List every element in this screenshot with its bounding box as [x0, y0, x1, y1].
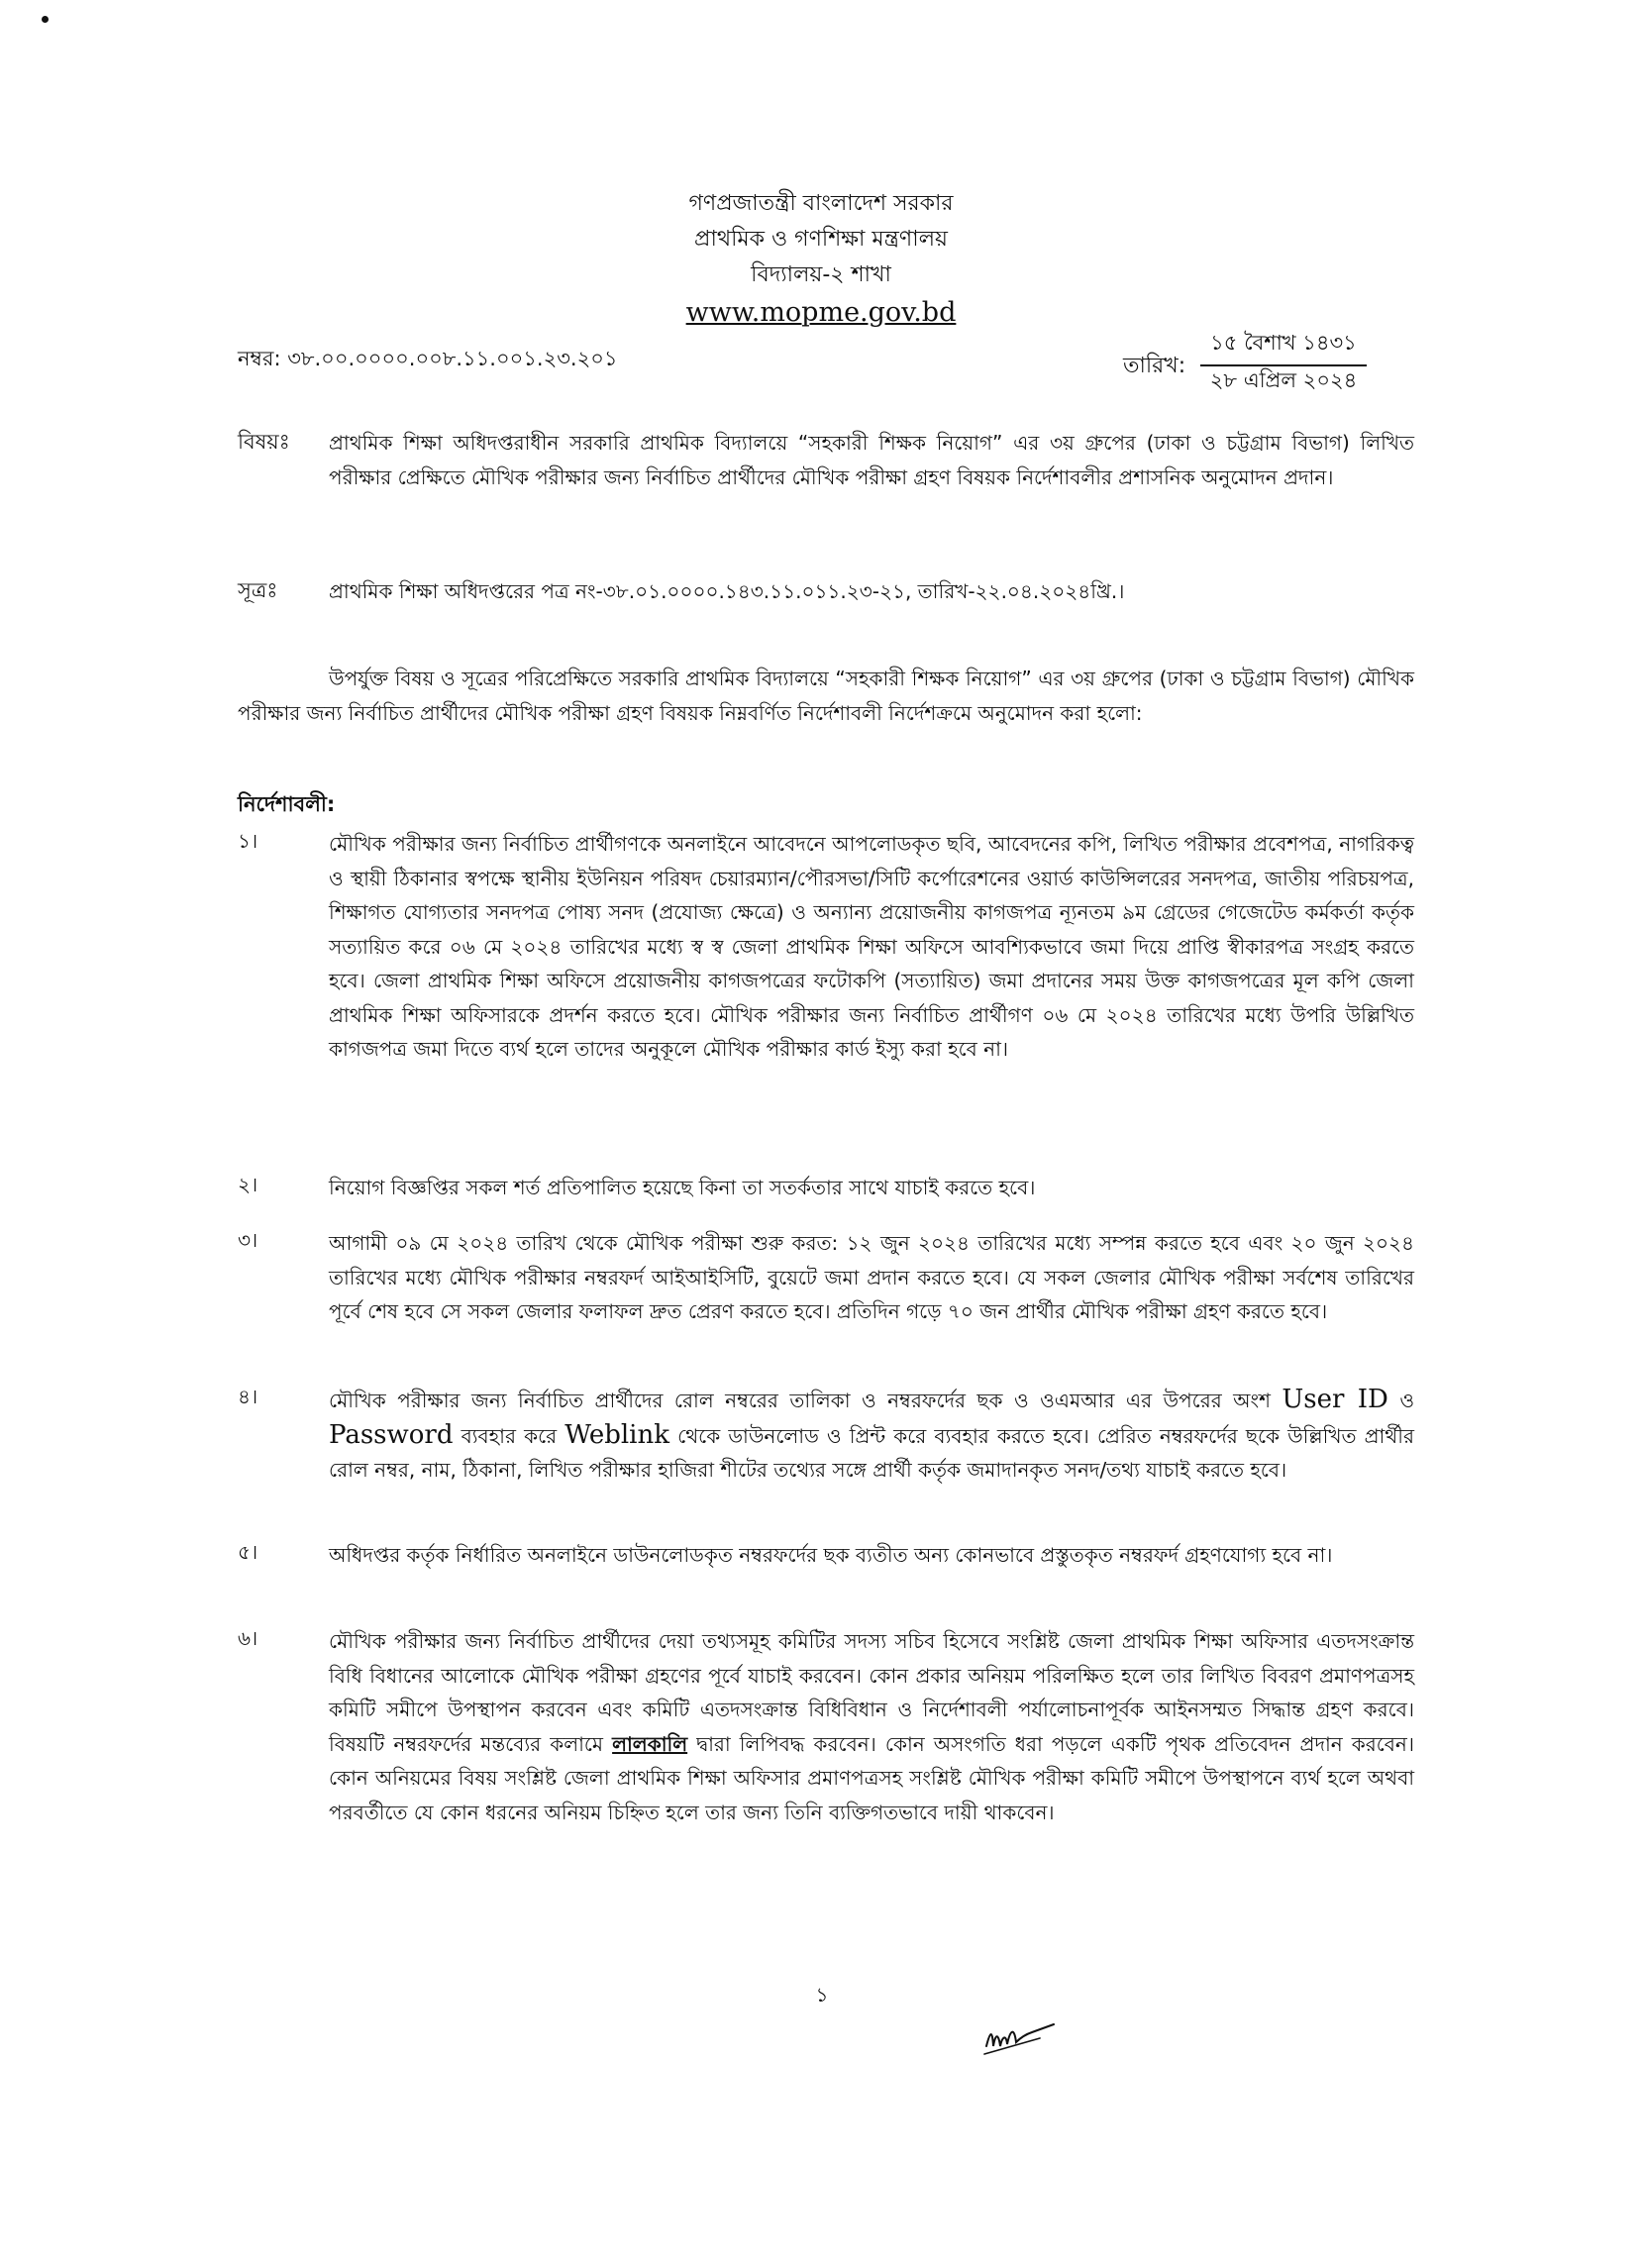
item-number: ৪। [238, 1385, 258, 1408]
date-block [1123, 327, 1367, 396]
page-number: ১ [815, 1983, 829, 2007]
subject-row [238, 426, 1414, 494]
date-label: তারিখ: [1123, 354, 1186, 378]
reference-label: সূত্রঃ [238, 578, 278, 602]
item-text: অধিদপ্তর কর্তৃক নির্ধারিত অনলাইনে ডাউনলোডকৃত নম্বরফর্দের ছক ব্যতীত অন্য কোনভাবে প্রস্তুতকৃত নম্বরফর্দ গ্রহণযোগ্য হবে না। [329, 1543, 1333, 1567]
instruction-item-6 [238, 1624, 1414, 1829]
item-text-part: ও [1399, 1389, 1415, 1412]
ministry-name: প্রাথমিক ও গণশিক্ষা মন্ত্রণালয় [694, 227, 948, 252]
item-text-part: থেকে ডাউনলোড ও প্রিন্ট করে ব্যবহার করতে হবে। প্রেরিত নম্বরফর্দের ছকে উল্লিখিত প্রার্থীর রোল নম্বর, নাম, ঠিকানা, লিখিত পরীক্ষার হাজিরা শীটের তথ্যের সঙ্গে প্রার্থী কর্তৃক জমাদানকৃত সনদ/তথ্য যাচাই করতে হবে। [329, 1423, 1414, 1482]
instruction-item-2 [238, 1171, 1414, 1205]
item-text: আগামী ০৯ মে ২০২৪ তারিখ থেকে মৌখিক পরীক্ষা শুরু করত: ১২ জুন ২০২৪ তারিখের মধ্যে সম্পন্ন করতে হবে এবং ২০ জুন ২০২৪ তারিখের মধ্যে মৌখিক পরীক্ষার নম্বরফর্দ আইআইসিটি, বুয়েটে জমা প্রদান করতে হবে। যে সকল জেলার মৌখিক পরীক্ষা সর্বশেষ তারিখের পূর্বে শেষ হবে সে সকল জেলার ফলাফল দ্রুত প্রেরণ করতে হবে। প্রতিদিন গড়ে ৭০ জন প্রার্থীর মৌখিক পরীক্ষা গ্রহণ করতে হবে। [329, 1231, 1414, 1323]
instruction-item-4 [238, 1383, 1414, 1488]
item-number: ২। [238, 1173, 258, 1196]
item-number: ৫। [238, 1540, 258, 1564]
item-text-part: ব্যবহার করে [461, 1423, 558, 1448]
instruction-item-3 [238, 1226, 1414, 1329]
signature-mark [982, 2016, 1058, 2060]
item-text-part: দ্বারা লিপিবদ্ধ করবেন। কোন অসংগতি ধরা পড়লে একটি পৃথক প্রতিবেদন প্রদান করবেন। কোন অনিয়মের বিষয় সংশ্লিষ্ট জেলা প্রাথমিক শিক্ষা অফিসার প্রমাণপত্রসহ সংশ্লিষ্ট মৌখিক পরীক্ষা কমিটি সমীপে উপস্থাপনে ব্যর্থ হলে অথবা পরবর্তীতে যে কোন ধরনের অনিয়ম চিহ্নিত হলে তার জন্য তিনি ব্যক্তিগতভাবে দায়ী থাকবেন। [329, 1731, 1414, 1824]
government-name: গণপ্রজাতন্ত্রী বাংলাদেশ সরকার [688, 191, 954, 216]
password-term: Password [329, 1419, 454, 1450]
instruction-item-1 [238, 827, 1414, 1067]
item-text: মৌখিক পরীক্ষার জন্য নির্বাচিত প্রার্থীগণকে অনলাইনে আবেদনে আপলোডকৃত ছবি, আবেদনের কপি, লিখিত পরীক্ষার প্রবেশপত্র, নাগরিকত্ব ও স্থায়ী ঠিকানার স্বপক্ষে স্থানীয় ইউনিয়ন পরিষদ চেয়ারম্যান/পৌরসভা/সিটি কর্পোরেশনের ওয়ার্ড কাউন্সিলরের সনদপত্র, জাতীয় পরিচয়পত্র, শিক্ষাগত যোগ্যতার সনদপত্র পোষ্য সনদ (প্রযোজ্য ক্ষেত্রে) ও অন্যান্য প্রয়োজনীয় কাগজপত্র ন্যূনতম ৯ম গ্রেডের গেজেটেড কর্মকর্তা কর্তৃক সত্যায়িত করে ০৬ মে ২০২৪ তারিখের মধ্যে স্ব স্ব জেলা প্রাথমিক শিক্ষা অফিসে আবশ্যিকভাবে জমা দিয়ে প্রাপ্তি স্বীকারপত্র সংগ্রহ করতে হবে। জেলা প্রাথমিক শিক্ষা অফিসে প্রয়োজনীয় কাগজপত্রের ফটোকপি (সত্যায়িত) জমা প্রদানের সময় উক্ত কাগজপত্রের মূল কপি জেলা প্রাথমিক শিক্ষা অফিসারকে প্রদর্শন করতে হবে। মৌখিক পরীক্ষার জন্য নির্বাচিত প্রার্থীগণ ০৬ মে ২০২৪ তারিখের মধ্যে উপরি উল্লিখিত কাগজপত্র জমা দিতে ব্যর্থ হলে তাদের অনুকূলে মৌখিক পরীক্ষার কার্ড ইস্যু করা হবে না। [329, 832, 1414, 1061]
intro-paragraph: উপর্যুক্ত বিষয় ও সূত্রের পরিপ্রেক্ষিতে সরকারি প্রাথমিক বিদ্যালয়ে “সহকারী শিক্ষক নিয়োগ” এর ৩য় গ্রুপের (ঢাকা ও চট্টগ্রাম বিভাগ) মৌখিক পরীক্ষার জন্য নির্বাচিত প্রার্থীদের মৌখিক পরীক্ষা গ্রহণ বিষয়ক নিম্নবর্ণিত নির্দেশাবলী নির্দেশক্রমে অনুমোদন করা হলো: [238, 667, 1414, 725]
website-link[interactable]: www.mopme.gov.bd [685, 297, 957, 328]
item-number: ৬। [238, 1626, 258, 1650]
item-text-part: মৌখিক পরীক্ষার জন্য নির্বাচিত প্রার্থীদের দেয়া তথ্যসমূহ কমিটির সদস্য সচিব হিসেবে সংশ্লিষ্ট জেলা প্রাথমিক শিক্ষা অফিসার এতদসংক্রান্ত বিধি বিধানের আলোকে মৌখিক পরীক্ষা গ্রহণের পূর্বে যাচাই করবেন। কোন প্রকার অনিয়ম পরিলক্ষিত হলে তার লিখিত বিবরণ প্রমাণপত্রসহ কমিটি সমীপে উপস্থাপন করবেন এবং কমিটি এতদসংক্রান্ত বিধিবিধান ও নির্দেশাবলী পর্যালোচনাপূর্বক আইনসম্মত সিদ্ধান্ত গ্রহণ করবে। বিষয়টি নম্বরফর্দের মন্তব্যের কলামে [329, 1629, 1414, 1756]
weblink-term: Weblink [564, 1419, 669, 1450]
date-bangla: ১৫ বৈশাখ ১৪৩১ [1200, 327, 1367, 366]
memo-number: নম্বর: ৩৮.০০.০০০০.০০৮.১১.০০১.২৩.২০১ [238, 347, 618, 370]
item-text [329, 1383, 1414, 1488]
item-number: ১। [238, 829, 258, 853]
reference-text: প্রাথমিক শিক্ষা অধিদপ্তরের পত্র নং-৩৮.০১.০০০০.১৪৩.১১.০১১.২৩-২১, তারিখ-২২.০৪.২০২৪খ্রি.। [329, 579, 1125, 603]
red-ink-emphasis: লালকালি [612, 1731, 688, 1756]
instructions-heading: নির্দেশাবলী: [238, 792, 336, 816]
subject-label: বিষয়ঃ [238, 430, 290, 454]
date-gregorian: ২৮ এপ্রিল ২০২৪ [1209, 368, 1358, 392]
item-text-part: মৌখিক পরীক্ষার জন্য নির্বাচিত প্রার্থীদের রোল নম্বরের তালিকা ও নম্বরফর্দের ছক ও ওএমআর এর উপরের অংশ [329, 1389, 1271, 1412]
scan-speck [42, 16, 49, 23]
reference-row [238, 574, 1414, 609]
item-text: নিয়োগ বিজ্ঞপ্তির সকল শর্ত প্রতিপালিত হয়েছে কিনা তা সতর্কতার সাথে যাচাই করতে হবে। [329, 1176, 1036, 1199]
user-id-term: User ID [1282, 1385, 1388, 1414]
branch-name: বিদ্যালয়-২ শাখা [751, 262, 891, 287]
item-number: ৩। [238, 1228, 258, 1252]
instruction-item-5 [238, 1538, 1414, 1573]
letterhead [0, 186, 1642, 333]
subject-text: প্রাথমিক শিক্ষা অধিদপ্তরাধীন সরকারি প্রাথমিক বিদ্যালয়ে “সহকারী শিক্ষক নিয়োগ” এর ৩য় গ্রুপের (ঢাকা ও চট্টগ্রাম বিভাগ) লিখিত পরীক্ষার প্রেক্ষিতে মৌখিক পরীক্ষার জন্য নির্বাচিত প্রার্থীদের মৌখিক পরীক্ষা গ্রহণ বিষয়ক নির্দেশাবলীর প্রশাসনিক অনুমোদন প্রদান। [329, 431, 1414, 489]
item-text [329, 1624, 1414, 1829]
